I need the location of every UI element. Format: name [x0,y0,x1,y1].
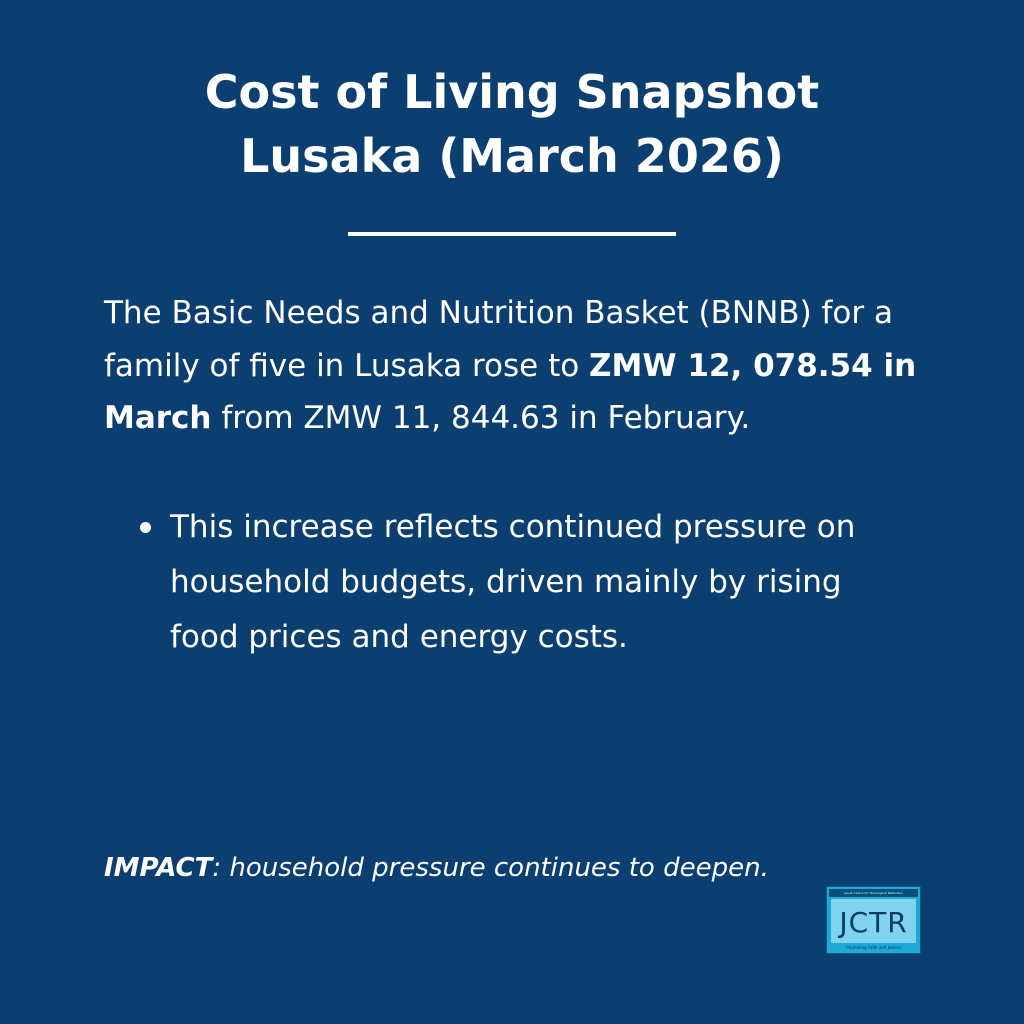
impact-line [104,848,769,888]
impact-text: : household pressure continues to deepen. [212,853,769,883]
title-line-2: Lusaka (March 2026) [240,129,784,183]
list-item [140,500,900,665]
bullet-dot-icon [140,522,151,533]
page-title [0,60,1024,188]
title-divider [348,232,676,236]
bullet-text: This increase reflects continued pressure on household budgets, driven mainly by rising food prices and energy costs. [170,509,856,655]
jctr-logo [826,886,921,954]
impact-label: IMPACT [104,853,213,883]
logo-letters: JCTR [839,906,908,939]
title-line-1: Cost of Living Snapshot [204,65,820,119]
bullet-list [140,500,900,665]
intro-paragraph [104,287,934,445]
logo-top-text: Jesuit Centre for Theological Reflection [829,889,918,897]
intro-text-before: The Basic Needs and Nutrition Basket (BNNB) for a family of five in Lusaka rose to [104,295,893,384]
logo-inner-panel [831,899,916,943]
logo-bottom-text: Promoting Faith and Justice [846,945,901,950]
intro-highlight: ZMW 12, 078.54 in March [104,347,917,436]
intro-text-after: from ZMW 11, 844.63 in February. [211,400,751,436]
